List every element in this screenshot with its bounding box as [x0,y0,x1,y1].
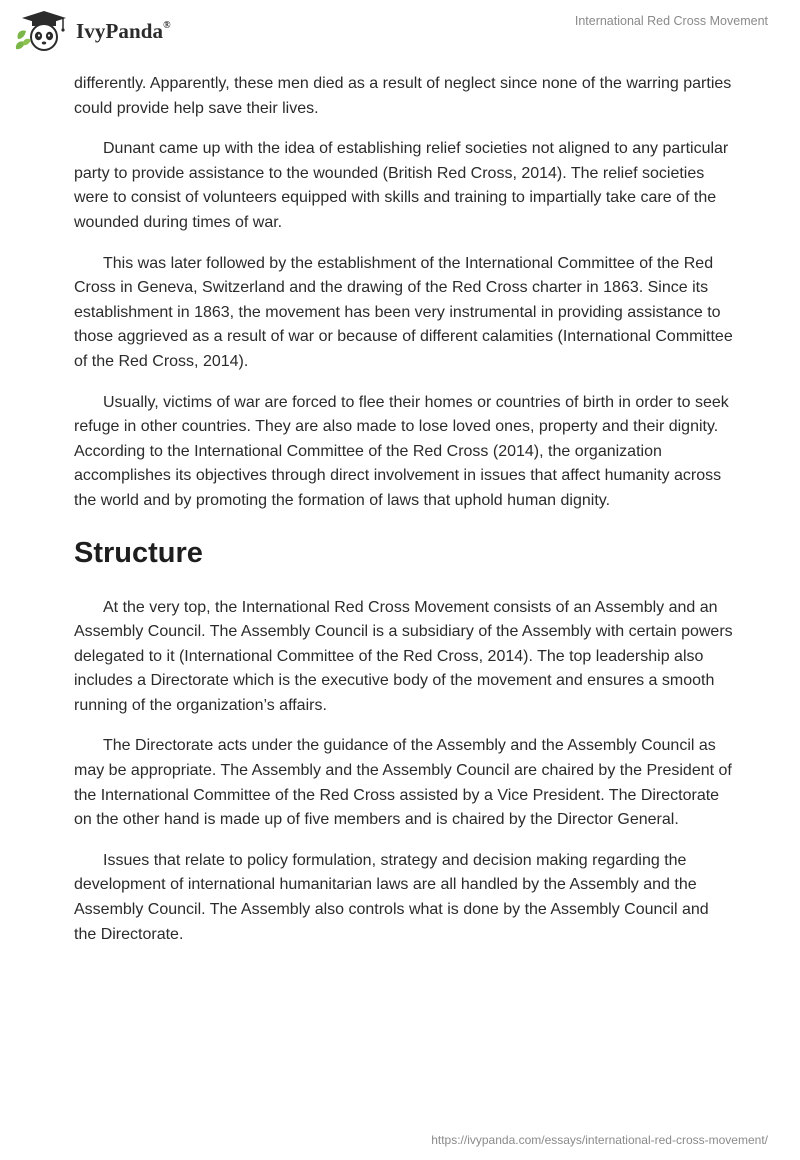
paragraph-establishment: This was later followed by the establishment of the International Committee of the Red Cross in Geneva, Switzerland and the drawing of the Red Cross charter in 1863. Since its establishment in 1863, the movement has been very instrumental in providing assistance to those aggrieved as a result of war or because of different calamities (International Committee of the Red Cross, 2014). [74,254,733,370]
registered-mark: ® [163,19,171,31]
logo-text [76,19,171,44]
section-heading-structure: Structure [74,536,203,569]
paragraph-directorate: The Directorate acts under the guidance of the Assembly and the Assembly Council as may be appropriate. The Assembly and the Assembly Council are chaired by the President of the International Committee of the Red Cross assisted by a Vice President. The Directorate on the other hand is made up of five members and is chaired by the Director General. [74,737,732,829]
paragraph-victims: Usually, victims of war are forced to flee their homes or countries of birth in order to seek refuge in other countries. They are also made to lose loved ones, property and their dignity. According to the International Committee of the Red Cross (2014), the organization accomplishes its objectives through direct involvement in issues that affect humanity across the world and by promoting the formation of laws that uphold human dignity. [74,393,729,509]
paragraph-assembly: At the very top, the International Red Cross Movement consists of an Assembly and an Assembly Council. The Assembly Council is a subsidiary of the Assembly with certain powers delegated to it (International Committee of the Red Cross, 2014). The top leadership also includes a Directorate which is the executive body of the movement and ensures a smooth running of the organization’s affairs. [74,598,733,714]
footer-url[interactable]: https://ivypanda.com/essays/international-red-cross-movement/ [431,1133,768,1147]
paragraph-policy: Issues that relate to policy formulation, strategy and decision making regarding the development of international humanitarian laws are all handled by the Assembly and the Assembly Council. The Assembly also controls what is done by the Assembly Council and the Directorate. [74,851,709,943]
document-title: International Red Cross Movement [574,14,768,28]
paragraph-dunant: Dunant came up with the idea of establishing relief societies not aligned to any particular party to provide assistance to the wounded (British Red Cross, 2014). The relief societies were to consist of volunteers equipped with skills and training to impartially take care of the wounded during times of war. [74,140,729,231]
logo-wordmark: IvyPanda [76,18,164,43]
paragraph-continuation: differently. Apparently, these men died as a result of neglect since none of the warring parties could provide help save their lives. [74,75,732,117]
essay-content [74,72,734,963]
page-header [0,0,800,70]
panda-graduation-cap-icon [14,9,74,53]
ivypanda-logo[interactable] [14,9,171,53]
